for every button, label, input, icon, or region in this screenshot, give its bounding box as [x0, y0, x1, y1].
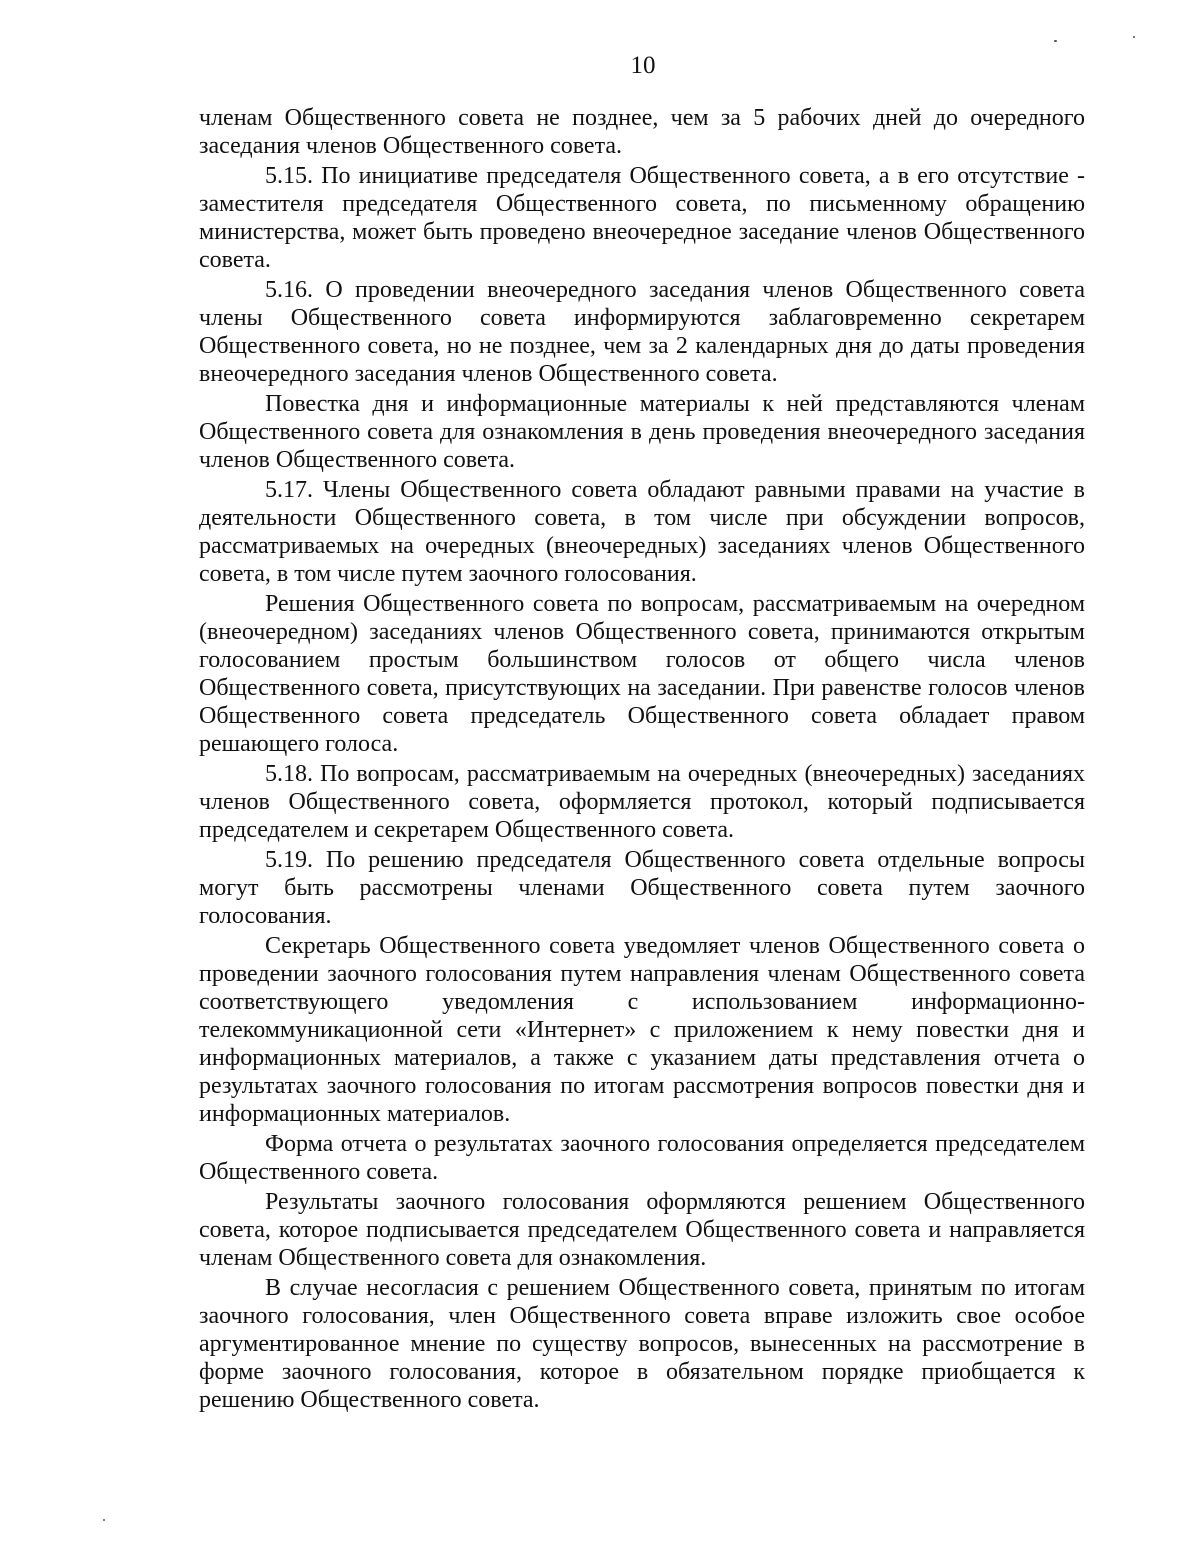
paragraph-5-18: 5.18. По вопросам, рассматриваемым на очередных (внеочередных) заседаниях членов Общественного совета, оформляется протокол, который подписывается председателем и секретарем Общественного совета.	[199, 761, 1085, 843]
paragraph-secretary-notice: Секретарь Общественного совета уведомляет членов Общественного совета о проведении заочного голосования путем направления членам Общественного совета соответствующего уведомления с использованием информационно-телекоммуникационной сети «Интернет» с приложением к нему повестки дня и информационных материалов, а также с указанием даты представления отчета о результатах заочного голосования по итогам рассмотрения вопросов повестки дня и информационных материалов.	[199, 933, 1085, 1127]
page-number: 10	[630, 52, 656, 79]
paragraph-decisions: Решения Общественного совета по вопросам, рассматриваемым на очередном (внеочередном) заседаниях членов Общественного совета, принимаются открытым голосованием простым большинством голосов от общего числа членов Общественного совета, присутствующих на заседании. При равенстве голосов членов Общественного совета председатель Общественного совета обладает правом решающего голоса.	[199, 591, 1085, 757]
paragraph-5-16: 5.16. О проведении внеочередного заседания членов Общественного совета члены Общественного совета информируются заблаговременно секретарем Общественного совета, но не позднее, чем за 2 календарных дня до даты проведения внеочередного заседания членов Общественного совета.	[199, 277, 1085, 387]
document-body	[199, 104, 1085, 1416]
paragraph-5-19: 5.19. По решению председателя Общественного совета отдельные вопросы могут быть рассмотрены членами Общественного совета путем заочного голосования.	[199, 847, 1085, 929]
paragraph-5-17: 5.17. Члены Общественного совета обладают равными правами на участие в деятельности Общественного совета, в том числе при обсуждении вопросов, рассматриваемых на очередных (внеочередных) заседаниях членов Общественного совета, в том числе путем заочного голосования.	[199, 477, 1085, 587]
paragraph-continuation: членам Общественного совета не позднее, чем за 5 рабочих дней до очередного заседания членов Общественного совета.	[199, 105, 1085, 159]
scan-speck	[103, 1519, 105, 1521]
paragraph-5-15: 5.15. По инициативе председателя Общественного совета, а в его отсутствие - заместителя председателя Общественного совета, по письменному обращению министерства, может быть проведено внеочередное заседание членов Общественного совета.	[199, 163, 1085, 273]
scan-speck	[1133, 36, 1135, 38]
scan-speck	[1054, 40, 1057, 42]
paragraph-dissent: В случае несогласия с решением Общественного совета, принятым по итогам заочного голосования, член Общественного совета вправе изложить свое особое аргументированное мнение по существу вопросов, вынесенных на рассмотрение в форме заочного голосования, которое в обязательном порядке приобщается к решению Общественного совета.	[199, 1275, 1085, 1413]
paragraph-results: Результаты заочного голосования оформляются решением Общественного совета, которое подписывается председателем Общественного совета и направляется членам Общественного совета для ознакомления.	[199, 1189, 1085, 1271]
paragraph-agenda: Повестка дня и информационные материалы к ней представляются членам Общественного совета для ознакомления в день проведения внеочередного заседания членов Общественного совета.	[199, 391, 1085, 473]
paragraph-report-form: Форма отчета о результатах заочного голосования определяется председателем Общественного совета.	[199, 1131, 1085, 1185]
